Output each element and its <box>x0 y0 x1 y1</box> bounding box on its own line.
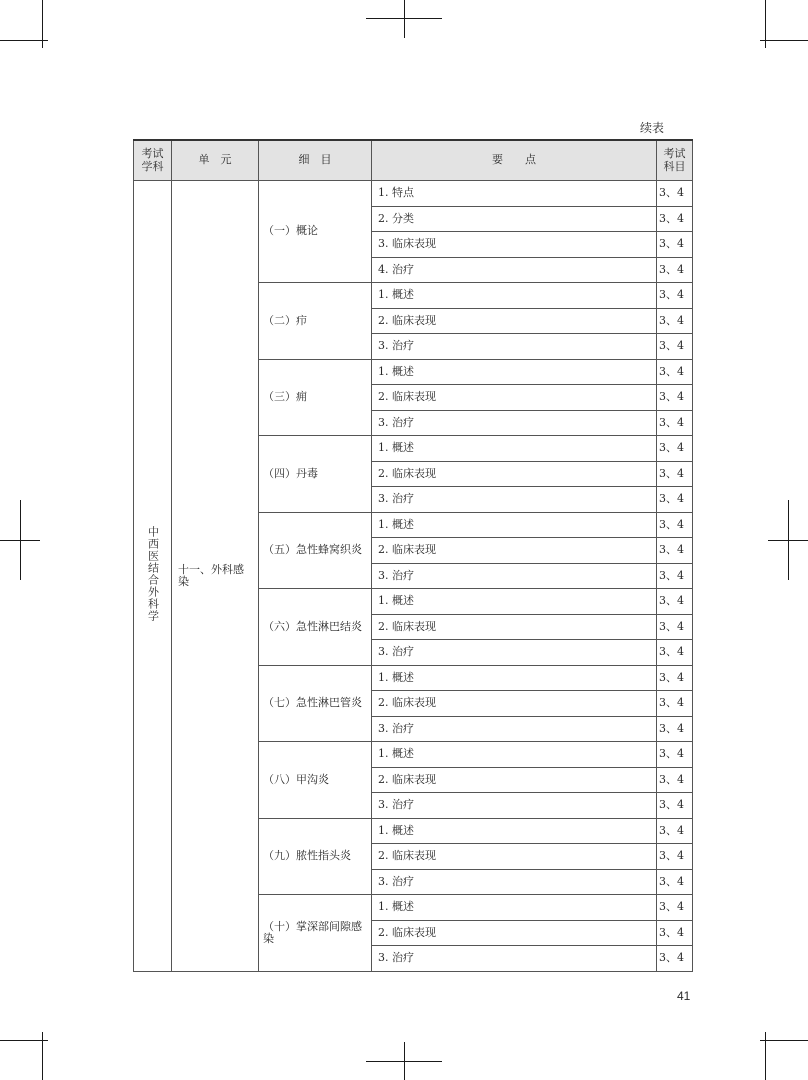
exam-code-cell: 3、4 <box>657 538 693 564</box>
item-cell: （二）疖 <box>259 283 372 360</box>
point-cell: 3. 治疗 <box>372 946 657 972</box>
point-cell: 3. 治疗 <box>372 716 657 742</box>
item-cell: （四）丹毒 <box>259 436 372 513</box>
exam-code-cell: 3、4 <box>657 359 693 385</box>
header-unit: 单 元 <box>172 140 259 181</box>
item-cell: （八）甲沟炎 <box>259 742 372 819</box>
point-cell: 2. 临床表现 <box>372 767 657 793</box>
exam-code-cell: 3、4 <box>657 818 693 844</box>
exam-code-cell: 3、4 <box>657 181 693 207</box>
continued-label: 续表 <box>640 121 665 135</box>
exam-code-cell: 3、4 <box>657 793 693 819</box>
item-cell: （七）急性淋巴管炎 <box>259 665 372 742</box>
header-point: 要 点 <box>372 140 657 181</box>
point-cell: 2. 临床表现 <box>372 538 657 564</box>
exam-code-cell: 3、4 <box>657 614 693 640</box>
exam-code-cell: 3、4 <box>657 283 693 309</box>
exam-code-cell: 3、4 <box>657 308 693 334</box>
point-cell: 2. 临床表现 <box>372 385 657 411</box>
exam-code-cell: 3、4 <box>657 665 693 691</box>
exam-code-cell: 3、4 <box>657 691 693 717</box>
exam-code-cell: 3、4 <box>657 920 693 946</box>
point-cell: 3. 治疗 <box>372 487 657 513</box>
header-exam-code: 考试 科目 <box>657 140 693 181</box>
subject-label: 中西医结合外科学 <box>146 526 160 623</box>
point-cell: 1. 概述 <box>372 512 657 538</box>
exam-code-cell: 3、4 <box>657 716 693 742</box>
point-cell: 2. 临床表现 <box>372 614 657 640</box>
exam-code-cell: 3、4 <box>657 767 693 793</box>
exam-code-cell: 3、4 <box>657 487 693 513</box>
point-cell: 1. 概述 <box>372 665 657 691</box>
point-cell: 2. 临床表现 <box>372 308 657 334</box>
point-cell: 2. 临床表现 <box>372 691 657 717</box>
header-item: 细 目 <box>259 140 372 181</box>
point-cell: 1. 概述 <box>372 283 657 309</box>
point-cell: 3. 临床表现 <box>372 232 657 258</box>
exam-code-cell: 3、4 <box>657 512 693 538</box>
table-header-row <box>134 140 693 181</box>
exam-code-cell: 3、4 <box>657 206 693 232</box>
item-cell: （九）脓性指头炎 <box>259 818 372 895</box>
point-cell: 2. 临床表现 <box>372 920 657 946</box>
point-cell: 3. 治疗 <box>372 869 657 895</box>
exam-code-cell: 3、4 <box>657 895 693 921</box>
exam-code-cell: 3、4 <box>657 385 693 411</box>
point-cell: 4. 治疗 <box>372 257 657 283</box>
exam-code-cell: 3、4 <box>657 461 693 487</box>
point-cell: 1. 概述 <box>372 818 657 844</box>
point-cell: 3. 治疗 <box>372 410 657 436</box>
syllabus-table <box>133 139 693 972</box>
item-cell: （六）急性淋巴结炎 <box>259 589 372 666</box>
point-cell: 3. 治疗 <box>372 563 657 589</box>
exam-code-cell: 3、4 <box>657 436 693 462</box>
point-cell: 3. 治疗 <box>372 334 657 360</box>
point-cell: 1. 概述 <box>372 359 657 385</box>
table-body <box>134 181 693 972</box>
point-cell: 1. 概述 <box>372 895 657 921</box>
exam-code-cell: 3、4 <box>657 410 693 436</box>
item-cell: （五）急性蜂窝织炎 <box>259 512 372 589</box>
exam-code-cell: 3、4 <box>657 640 693 666</box>
point-cell: 1. 特点 <box>372 181 657 207</box>
point-cell: 2. 分类 <box>372 206 657 232</box>
exam-code-cell: 3、4 <box>657 946 693 972</box>
point-cell: 1. 概述 <box>372 742 657 768</box>
table-row <box>134 181 693 207</box>
point-cell: 2. 临床表现 <box>372 461 657 487</box>
exam-code-cell: 3、4 <box>657 232 693 258</box>
exam-code-cell: 3、4 <box>657 844 693 870</box>
point-cell: 3. 治疗 <box>372 793 657 819</box>
item-cell: （十）掌深部间隙感染 <box>259 895 372 972</box>
exam-code-cell: 3、4 <box>657 334 693 360</box>
exam-code-cell: 3、4 <box>657 563 693 589</box>
point-cell: 1. 概述 <box>372 589 657 615</box>
point-cell: 1. 概述 <box>372 436 657 462</box>
exam-code-cell: 3、4 <box>657 742 693 768</box>
exam-code-cell: 3、4 <box>657 869 693 895</box>
item-cell: （一）概论 <box>259 181 372 283</box>
point-cell: 2. 临床表现 <box>372 844 657 870</box>
unit-cell: 十一、外科感染 <box>172 181 259 972</box>
exam-code-cell: 3、4 <box>657 589 693 615</box>
item-cell: （三）痈 <box>259 359 372 436</box>
point-cell: 3. 治疗 <box>372 640 657 666</box>
header-subject: 考试 学科 <box>134 140 172 181</box>
exam-code-cell: 3、4 <box>657 257 693 283</box>
page-number: 41 <box>677 989 691 1003</box>
subject-cell <box>134 181 172 972</box>
